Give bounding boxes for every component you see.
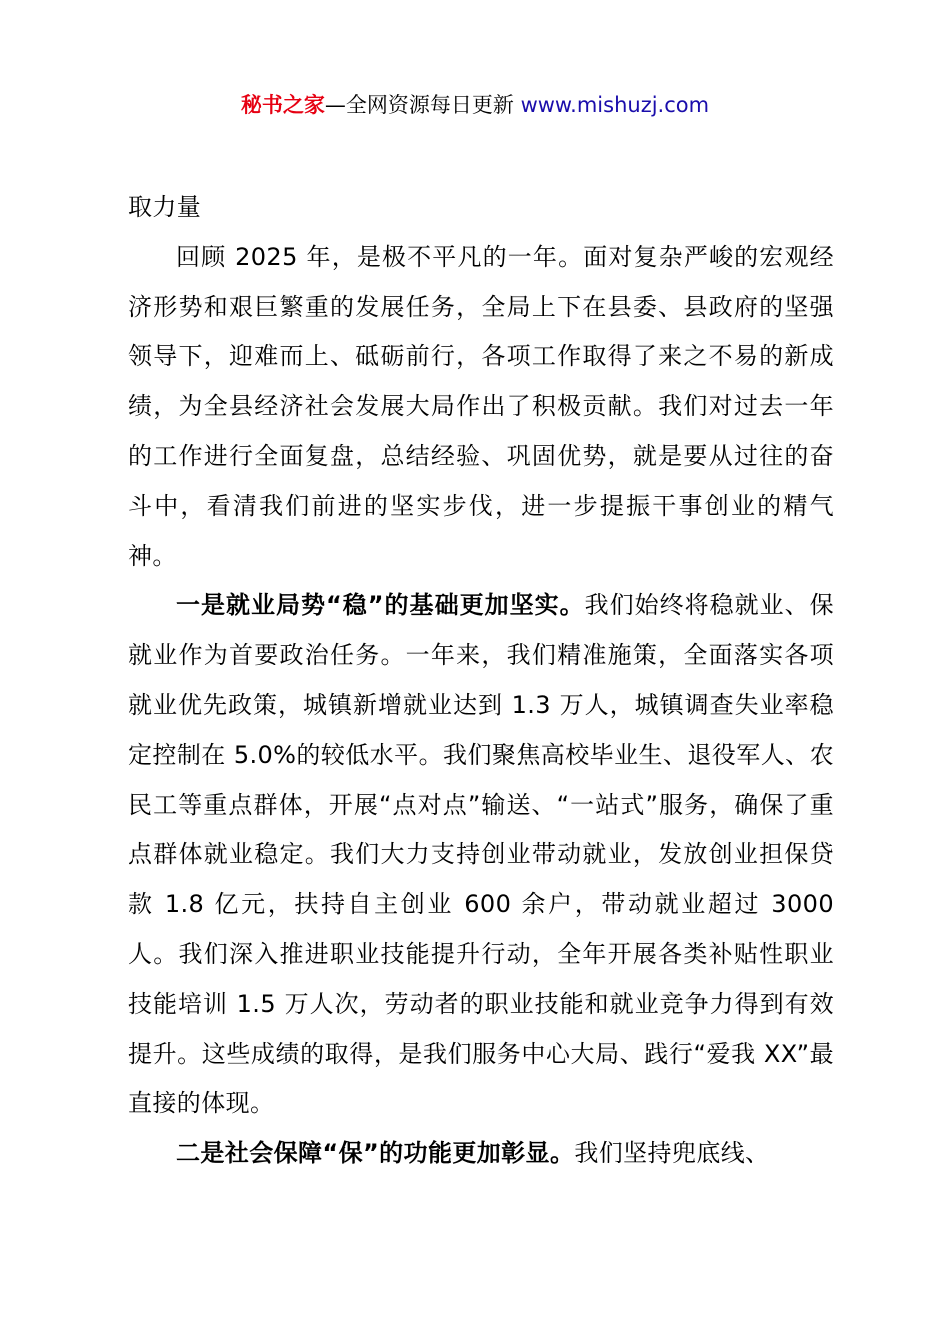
paragraph-text: 回顾 2025 年，是极不平凡的一年。面对复杂严峻的宏观经济形势和艰巨繁重的发展任务，全局上下在县委、县政府的坚强领导下，迎难而上、砥砺前行，各项工作取得了来之不易的新成绩，为全县经济社会发展大局作出了积极贡献。我们对过去一年的工作进行全面复盘，总结经验、巩固优势，就是要从过往的奋斗中，看清我们前进的坚实步伐，进一步提振干事创业的精气神。 bbox=[128, 242, 834, 570]
website-link[interactable]: www.mishuzj.com bbox=[520, 93, 710, 117]
paragraph-employment bbox=[128, 581, 834, 1129]
paragraph-text: 取力量 bbox=[128, 193, 202, 221]
document-body bbox=[128, 183, 834, 1179]
page-header bbox=[0, 88, 950, 122]
brand-name: 秘书之家 bbox=[240, 93, 325, 117]
paragraph-social-security bbox=[128, 1129, 834, 1179]
header-tagline: —全网资源每日更新 bbox=[324, 93, 521, 117]
paragraph-lead: 二是社会保障“保”的功能更加彰显。 bbox=[176, 1139, 575, 1168]
paragraph-continuation bbox=[128, 183, 834, 233]
paragraph-lead: 一是就业局势“稳”的基础更加坚实。 bbox=[176, 591, 585, 620]
paragraph-review bbox=[128, 233, 834, 582]
paragraph-text: 我们始终将稳就业、保就业作为首要政治任务。一年来，我们精准施策，全面落实各项就业优先政策，城镇新增就业达到 1.3 万人，城镇调查失业率稳定控制在 5.0%的较低水平。我们聚焦高校毕业生、退役军人、农民工等重点群体，开展“点对点”输送、“一站式”服务，确保了重点群体就业稳定。我们大力支持创业带动就业，发放创业担保贷款 1.8 亿元，扶持自主创业 600 余户，带动就业超过 3000 人。我们深入推进职业技能提升行动，全年开展各类补贴性职业技能培训 1.5 万人次，劳动者的职业技能和就业竞争力得到有效提升。这些成绩的取得，是我们服务中心大局、践行“爱我 XX”最直接的体现。 bbox=[128, 591, 834, 1118]
paragraph-text: 我们坚持兜底线、 bbox=[574, 1139, 770, 1168]
